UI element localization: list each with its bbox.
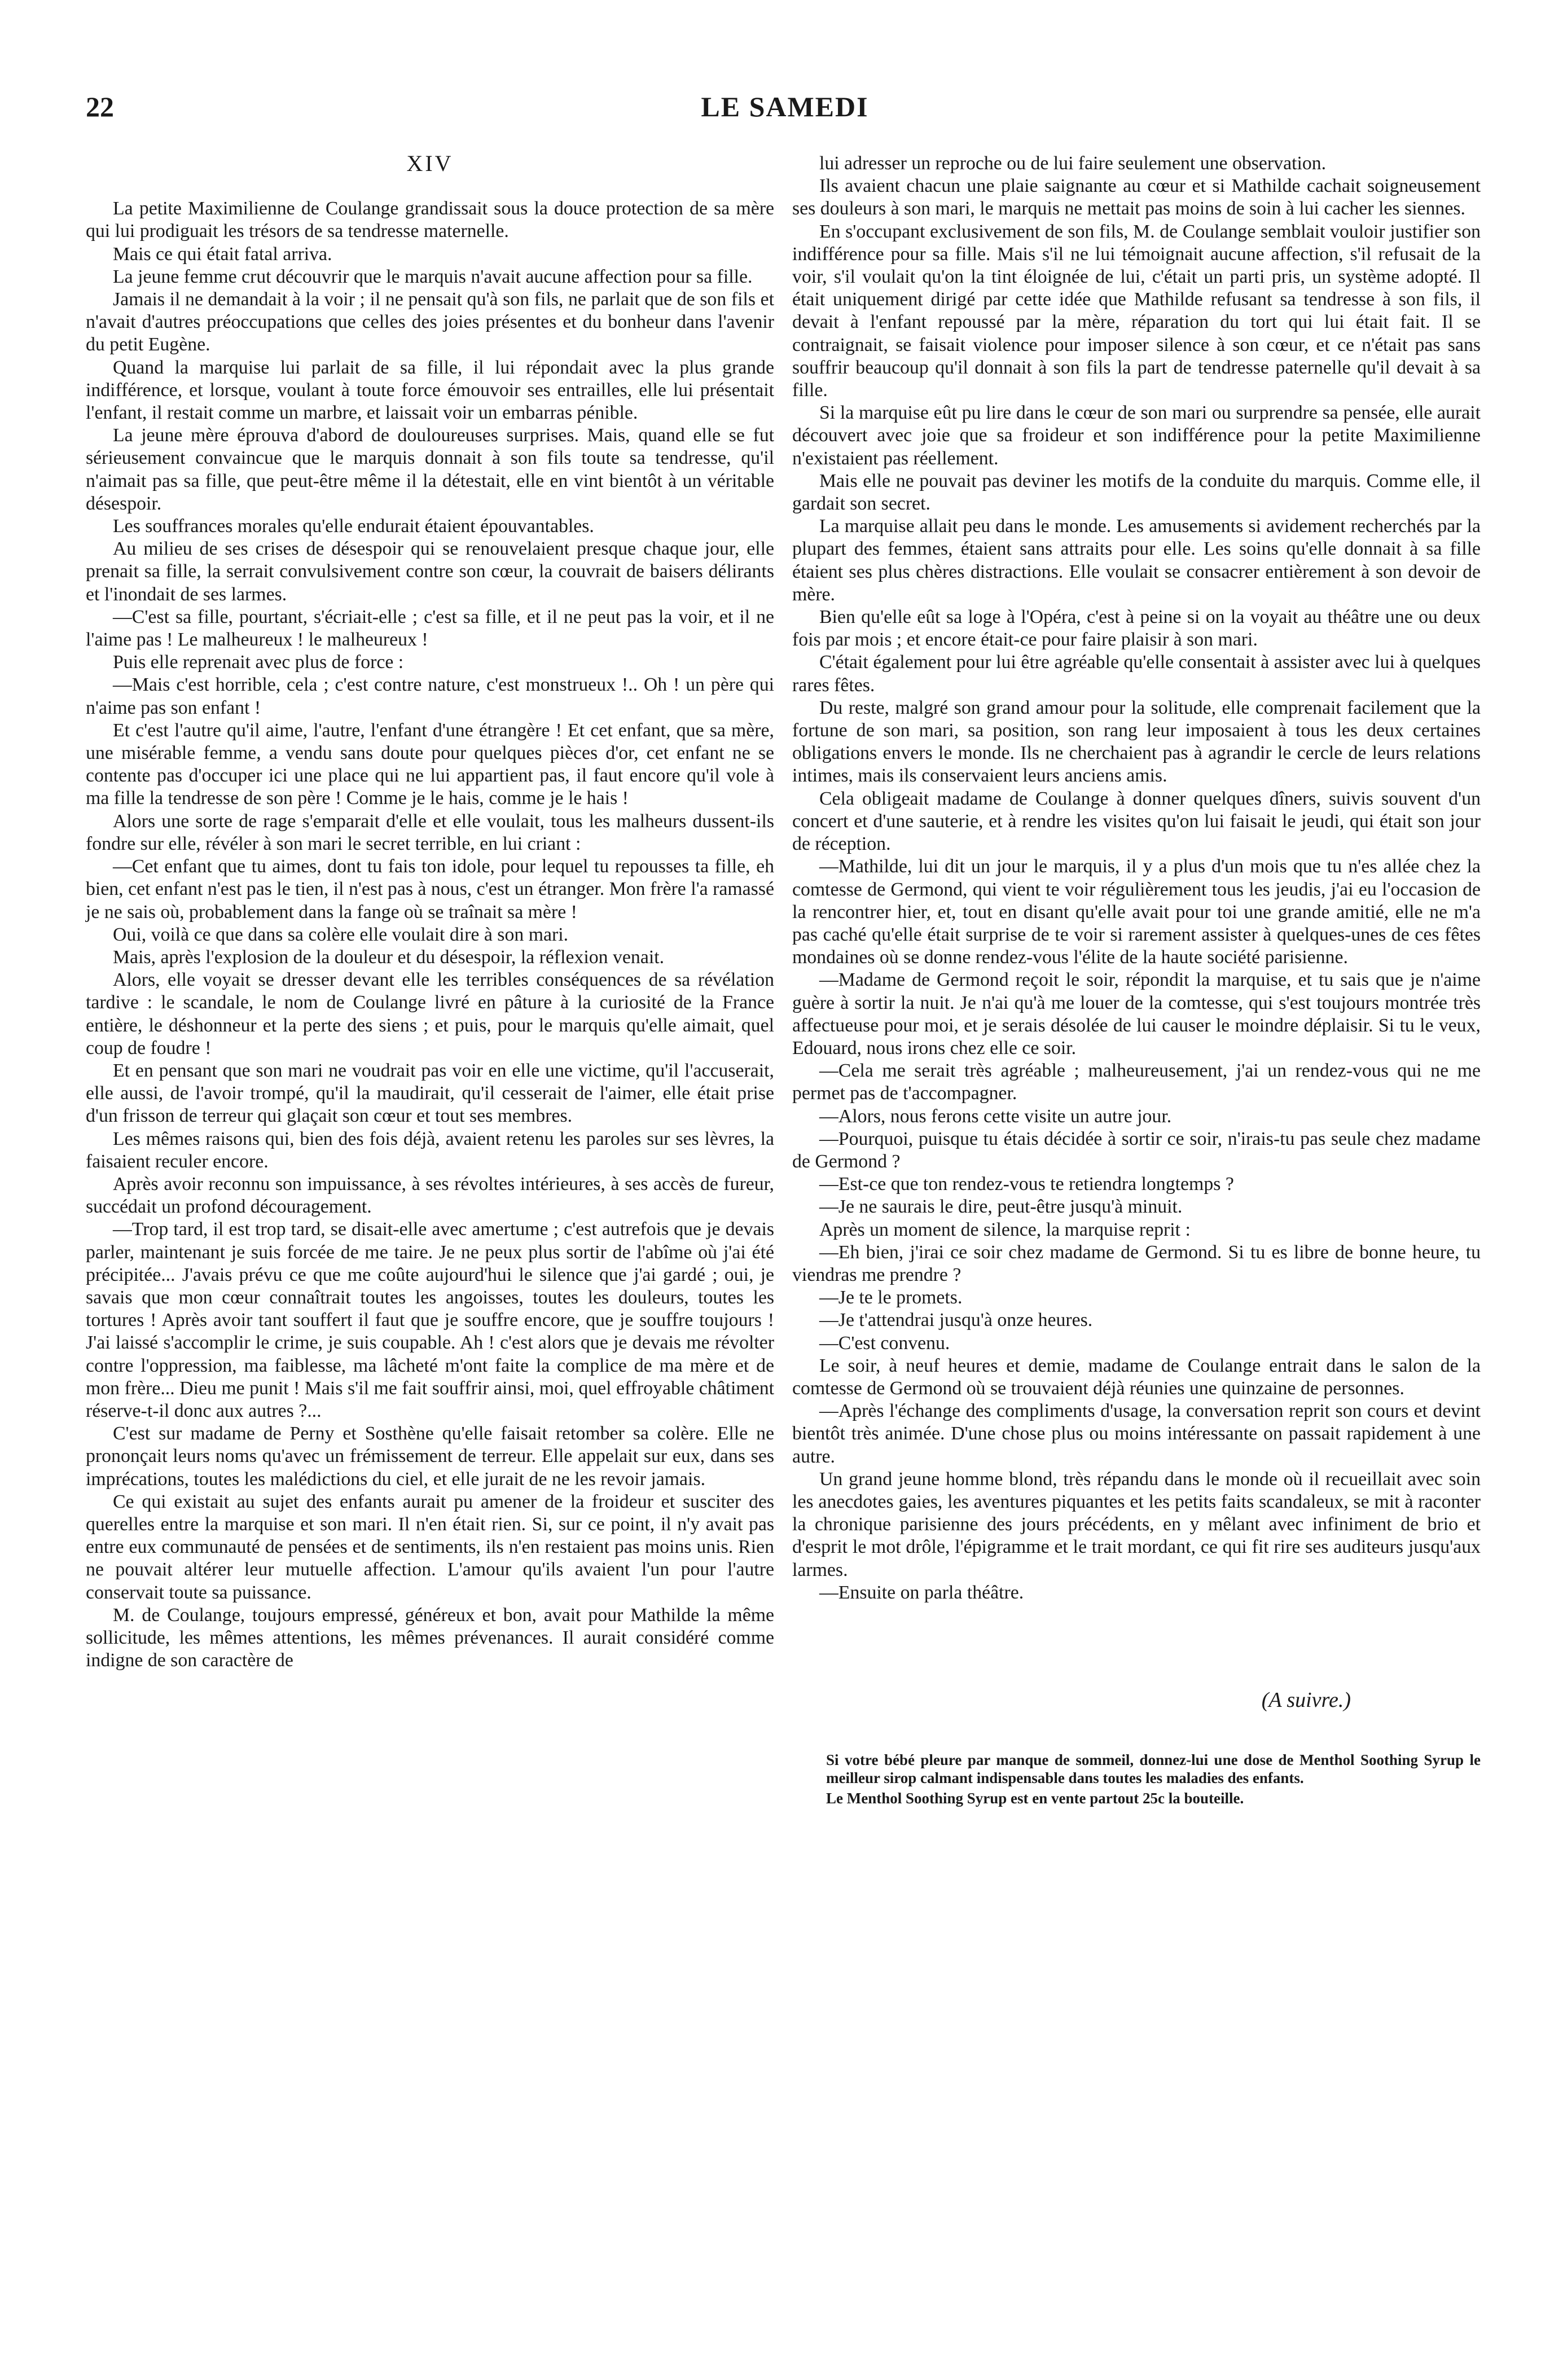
advertisement-text: Si votre bébé pleure par manque de sommeil, donnez-lui une dose de Menthol Soothing Syrup le meilleur sirop calmant indispensable dans toutes les maladies des enfants. <box>826 1751 1481 1787</box>
paragraph: Bien qu'elle eût sa loge à l'Opéra, c'est à peine si on la voyait au théâtre une ou deux fois par mois ; et encore était-ce pour faire plaisir à son mari. <box>792 607 1481 651</box>
paragraph: Si la marquise eût pu lire dans le cœur de son mari ou surprendre sa pensée, elle aurait découvert avec joie que sa froideur et son indifférence pour la petite Maximilienne n'existaient pas réellement. <box>792 402 1481 469</box>
paragraph: Alors, elle voyait se dresser devant elle les terribles conséquences de sa révélation tardive : le scandale, le nom de Coulange livré en pâture à la curiosité de la France entière, le déshonneur et la perte des siens ; et puis, pour le marquis qu'elle aimait, quel coup de foudre ! <box>86 969 774 1059</box>
paragraph: C'était également pour lui être agréable qu'elle consentait à assister avec lui à quelques rares fêtes. <box>792 652 1481 696</box>
paragraph: La petite Maximilienne de Coulange grandissait sous la douce protection de sa mère qui lui prodiguait les trésors de sa tendresse maternelle. <box>86 198 774 242</box>
left-column <box>86 152 774 1672</box>
paragraph: —Madame de Germond reçoit le soir, répondit la marquise, et tu sais que je n'aime guère à sortir la nuit. Je n'ai qu'à me louer de la comtesse, qui s'est toujours montrée très affectueuse pour moi, et je serais désolée de lui causer le moindre déplaisir. Si tu le veux, Edouard, nous irons chez elle ce soir. <box>792 969 1481 1059</box>
paragraph: —Est-ce que ton rendez-vous te retiendra longtemps ? <box>819 1174 1234 1195</box>
paragraph: —Cela me serait très agréable ; malheureusement, j'ai un rendez-vous qui ne me permet pas de t'accompagner. <box>792 1060 1481 1104</box>
paragraph: lui adresser un reproche ou de lui faire seulement une observation. <box>819 153 1327 174</box>
paragraph: Du reste, malgré son grand amour pour la solitude, elle comprenait facilement que la fortune de son mari, sa position, son rang leur imposaient à tous les deux certaines obligations envers le monde. Ils ne cherchaient pas à agrandir le cercle de leurs relations intimes, mais ils conservaient leurs anciens amis. <box>792 697 1481 787</box>
paragraph: Les souffrances morales qu'elle endurait étaient épouvantables. <box>113 516 594 537</box>
paragraph: —Trop tard, il est trop tard, se disait-elle avec amertume ; c'est autrefois que je devais parler, maintenant je suis forcée de me taire. Je ne peux plus sortir de l'abîme où j'ai été précipitée... J'avais prévu ce que me coûte aujourd'hui le silence que j'ai gardé ; oui, je savais que mon cœur connaîtrait toutes les angoisses, toutes les douleurs, toutes les tortures ! Après avoir tant souffert il faut que je souffre encore, que je souffre toujours ! J'ai laissé s'accomplir le crime, je suis coupable. Ah ! c'est alors que je devais me révolter contre l'oppression, ma faiblesse, ma lâcheté m'ont faite la complice de ma mère et de mon frère... Dieu me punit ! Mais s'il me fait souffrir ainsi, moi, quel effroyable châtiment réserve-t-il donc aux autres ?... <box>86 1219 774 1421</box>
paragraph: —Cet enfant que tu aimes, dont tu fais ton idole, pour lequel tu repousses ta fille, eh bien, cet enfant n'est pas le tien, il n'est pas à nous, c'est un étranger. Mon frère l'a ramassé je ne sais où, probablement dans la fange où se traînait sa mère ! <box>86 856 774 923</box>
paragraph: La marquise allait peu dans le monde. Les amusements si avidement recherchés par la plupart des femmes, étaient sans attraits pour elle. Les soins qu'elle donnait à sa fille étaient ses plus chères distractions. Elle voulait se consacrer entièrement à son devoir de mère. <box>792 516 1481 605</box>
right-column-body <box>792 152 1481 1604</box>
to-be-continued: (A suivre.) <box>1261 1688 1351 1712</box>
paragraph: Mais elle ne pouvait pas deviner les motifs de la conduite du marquis. Comme elle, il gardait son secret. <box>792 470 1481 515</box>
paragraph: Jamais il ne demandait à la voir ; il ne pensait qu'à son fils, ne parlait que de son fils et n'avait d'autres préoccupations que celles des joies présentes et du bonheur dans l'avenir du petit Eugène. <box>86 289 774 355</box>
right-column <box>792 152 1481 1810</box>
paragraph: M. de Coulange, toujours empressé, généreux et bon, avait pour Mathilde la même sollicitude, les mêmes attentions, les mêmes prévenances. Il aurait considéré comme indigne de son caractère de <box>86 1604 774 1671</box>
page-header <box>86 90 1484 130</box>
paragraph: Mais, après l'explosion de la douleur et du désespoir, la réflexion venait. <box>113 946 665 968</box>
paragraph: Ils avaient chacun une plaie saignante au cœur et si Mathilde cachait soigneusement ses douleurs à son mari, le marquis ne mettait pas moins de soin à lui cacher les siennes. <box>792 175 1481 219</box>
paragraph: C'est sur madame de Perny et Sosthène qu'elle faisait retomber sa colère. Elle ne prononçait leurs noms qu'avec un frémissement de terreur. Elle appelait sur eux, dans ses imprécations, toutes les malédictions du ciel, et elle jurait de ne les revoir jamais. <box>86 1423 774 1490</box>
paragraph: —Eh bien, j'irai ce soir chez madame de Germond. Si tu es libre de bonne heure, tu viendras me prendre ? <box>792 1241 1481 1285</box>
paragraph: Et c'est l'autre qu'il aime, l'autre, l'enfant d'une étrangère ! Et cet enfant, que sa mère, une misérable femme, a vendu sans doute pour quelques pièces d'or, cet enfant ne se contente pas d'occuper ici une place qui ne lui appartient pas, il faut encore qu'il vole à ma fille la tendresse de son père ! Comme je le hais, comme je le hais ! <box>86 719 774 809</box>
chapter-heading: XIV <box>406 151 454 176</box>
paragraph: —Après l'échange des compliments d'usage, la conversation reprit son cours et devint bientôt très animée. D'une chose plus ou moins intéressante on passait rapidement à une autre. <box>792 1400 1481 1467</box>
paragraph: —Mais c'est horrible, cela ; c'est contre nature, c'est monstrueux !.. Oh ! un père qui n'aime pas son enfant ! <box>86 674 774 718</box>
paragraph: Alors une sorte de rage s'emparait d'elle et elle voulait, tous les malheurs dussent-ils fondre sur elle, révéler à son mari le secret terrible, en lui criant : <box>86 810 774 854</box>
paragraph: Un grand jeune homme blond, très répandu dans le monde où il recueillait avec soin les anecdotes gaies, les aventures piquantes et les petits faits scandaleux, se mit à raconter la chronique parisienne des jours précédents, en y mêlant avec infiniment de brio et d'esprit le mot drôle, l'épigramme et le trait mordant, ce qui fit rire ses auditeurs jusqu'aux larmes. <box>792 1468 1481 1580</box>
left-column-body <box>86 197 774 1672</box>
paragraph: Et en pensant que son mari ne voudrait pas voir en elle une victime, qu'il l'accuserait, elle aussi, de l'avoir trompé, qu'il la maudirait, qu'il cesserait de l'aimer, elle était prise d'un frisson de terreur qui glaçait son cœur et tout ses membres. <box>86 1060 774 1127</box>
paragraph: Oui, voilà ce que dans sa colère elle voulait dire à son mari. <box>113 924 569 945</box>
paragraph: Puis elle reprenait avec plus de force : <box>113 652 404 673</box>
paragraph: La jeune mère éprouva d'abord de douloureuses surprises. Mais, quand elle se fut sérieusement convaincue que le marquis donnait à son fils toute sa tendresse, qu'il n'aimait pas sa fille, que peut-être même il la détestait, elle en vint bientôt à un véritable désespoir. <box>86 425 774 514</box>
paragraph: Cela obligeait madame de Coulange à donner quelques dîners, suivis souvent d'un concert et d'une sauterie, et à rendre les visites qu'on lui faisait le jeudi, qui était son jour de réception. <box>792 788 1481 855</box>
paragraph: —C'est convenu. <box>819 1332 950 1354</box>
paragraph: Après un moment de silence, la marquise reprit : <box>819 1219 1191 1240</box>
journal-title: LE SAMEDI <box>701 91 869 122</box>
paragraph: —C'est sa fille, pourtant, s'écriait-elle ; c'est sa fille, et il ne peut pas la voir, et il ne l'aime pas ! Le malheureux ! le malheureux ! <box>86 606 774 651</box>
paragraph: —Je te le promets. <box>819 1287 963 1308</box>
paragraph: —Ensuite on parla théâtre. <box>819 1582 1024 1603</box>
paragraph: Après avoir reconnu son impuissance, à ses révoltes intérieures, à ses accès de fureur, succédait un profond découragement. <box>86 1173 774 1218</box>
paragraph: En s'occupant exclusivement de son fils, M. de Coulange semblait vouloir justifier son indifférence pour sa fille. Mais s'il ne lui témoignait aucune affection, s'il refusait de la voir, s'il voulait qu'on la tint éloignée de lui, c'était un parti pris, un système adopté. Il était uniquement dirigé par cette idée que Mathilde refusant sa tendresse à son fils, il devait à l'enfant repoussé par la mère, réparation du tort qui lui était fait. Il se contraignait, se faisait violence pour imposer silence à son cœur, et ce n'était pas sans souffrir beaucoup qu'il donnait à son fils la part de tendresse paternelle qu'il devait à sa fille. <box>792 221 1481 401</box>
paragraph: —Alors, nous ferons cette visite un autre jour. <box>819 1105 1172 1127</box>
paragraph: Le soir, à neuf heures et demie, madame de Coulange entrait dans le salon de la comtesse de Germond où se trouvaient déjà réunies une quinzaine de personnes. <box>792 1355 1481 1399</box>
paragraph: La jeune femme crut découvrir que le marquis n'avait aucune affection pour sa fille. <box>113 266 753 287</box>
advertisement <box>792 1751 1481 1807</box>
paragraph: —Je t'attendrai jusqu'à onze heures. <box>819 1310 1093 1331</box>
advertisement-price: Le Menthol Soothing Syrup est en vente partout 25c la bouteille. <box>826 1790 1244 1807</box>
paragraph: —Je ne saurais le dire, peut-être jusqu'à minuit. <box>819 1196 1183 1218</box>
page-number: 22 <box>86 91 114 122</box>
paragraph: Mais ce qui était fatal arriva. <box>113 243 332 265</box>
paragraph: Ce qui existait au sujet des enfants aurait pu amener de la froideur et susciter des querelles entre la marquise et son mari. Il n'en était rien. Si, sur ce point, il n'y avait pas entre eux communauté de pensées et de sentiments, ils n'en restaient pas moins unis. Rien ne pouvait altérer leur mutuelle affection. L'amour qu'ils avaient l'un pour l'autre conservait toute sa puissance. <box>86 1491 774 1603</box>
paragraph: —Pourquoi, puisque tu étais décidée à sortir ce soir, n'irais-tu pas seule chez madame de Germond ? <box>792 1128 1481 1172</box>
paragraph: Au milieu de ses crises de désespoir qui se renouvelaient presque chaque jour, elle prenait sa fille, la serrait convulsivement contre son cœur, la couvrait de baisers délirants et l'inondait de ses larmes. <box>86 538 774 605</box>
paragraph: Quand la marquise lui parlait de sa fille, il lui répondait avec la plus grande indifférence, et lorsque, voulant à toute force émouvoir ses entrailles, elle lui présentait l'enfant, il restait comme un marbre, et laissait voir un embarras pénible. <box>86 357 774 424</box>
paragraph: —Mathilde, lui dit un jour le marquis, il y a plus d'un mois que tu n'es allée chez la comtesse de Germond, qui vient te voir régulièrement tous les jeudis, j'ai eu l'occasion de la rencontrer hier, et, tout en disant qu'elle avait pour toi une grande amitié, elle ne m'a pas caché qu'elle était surprise de te voir si rarement assister à quelques-unes de ces fêtes mondaines où se donne rendez-vous l'élite de la haute société parisienne. <box>792 856 1481 968</box>
paragraph: Les mêmes raisons qui, bien des fois déjà, avaient retenu les paroles sur ses lèvres, la faisaient reculer encore. <box>86 1128 774 1172</box>
